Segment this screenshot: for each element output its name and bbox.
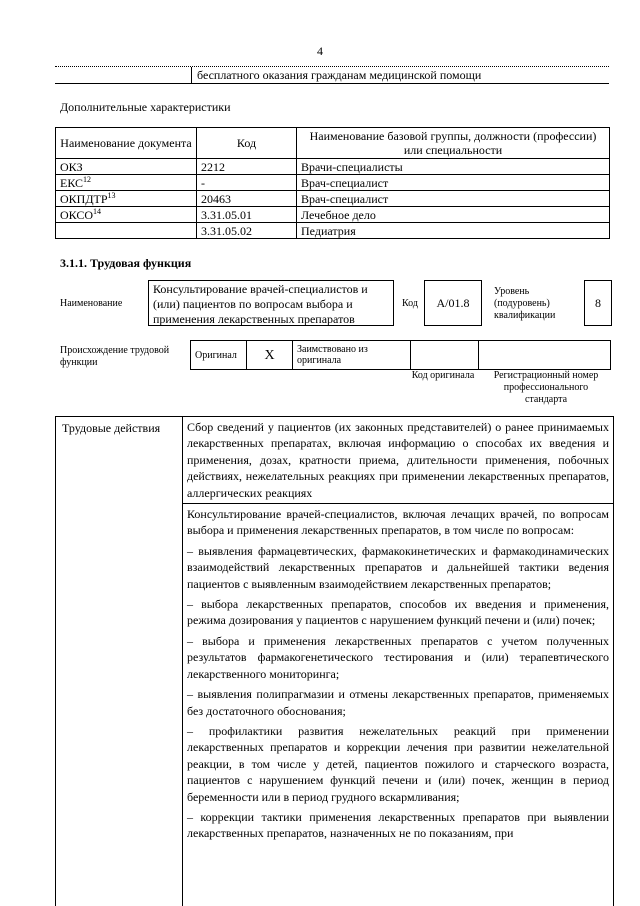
cell-doc: ОКПДТР$^{13}$ [56,191,197,207]
origin-label: Происхождение трудовой функции [60,345,170,368]
section-title: 3.1.1. Трудовая функция [60,256,192,270]
cell-code: - [197,175,297,191]
footnote-mark: 12 [83,174,92,184]
labor-actions-label: Трудовые действия [62,421,161,435]
footnote-mark: 13 [107,190,116,200]
table-row [56,223,610,239]
header-code: Код [197,128,297,159]
labor-action-2-line: – профилактики развития нежелательных реакций при применении лекарственных препаратов и коррекции лечения при развитии нежелательной реакции, в том числе у детей, пациентов пожилого и старческого возраста, пациентов с нарушением функций печени и (или) почек, женщин в период беременности или в период грудного вскармливания; [187,723,609,804]
cell-name: Врачи-специалисты [297,159,610,175]
table-header-row [56,128,610,159]
labor-action-2-line: Консультирование врачей-специалистов, включая лечащих врачей, по вопросам выбора и применения лекарственных препаратов, в том числе по вопросам: [187,507,609,538]
original-mark: X [247,341,293,370]
cell-code: 3.31.05.01 [197,207,297,223]
labor-actions-label-cell [56,417,183,906]
header-document: Наименование документа [56,128,197,159]
continuation-text: бесплатного оказания гражданам медицинской помощи [197,68,482,82]
reg-number-label: Регистрационный номер профессионального стандарта [493,370,599,405]
cell-code: 20463 [197,191,297,207]
labor-actions-content [183,417,613,906]
reg-number-cell [479,341,611,370]
function-code-box: A/01.8 [424,280,482,326]
page-number: 4 [317,44,323,58]
labor-action-2-line: – выявления фармацевтических, фармакокинетических и фармакодинамических взаимодействий лекарственных препаратов и дальнейшей тактики ведения пациентов с выявленным взаимодействием лекарственных препаратов; [187,543,609,591]
original-label: Оригинал [191,341,247,370]
cell-doc: ЕКС$^{12}$ [56,175,197,191]
labor-action-2-line: – выявления полипрагмазии и отмены лекарственных препаратов, применяемых без достаточного обоснования; [187,687,609,718]
cell-name: Врач-специалист [297,175,610,191]
header-group-name: Наименование базовой группы, должности (профессии) или специальности [297,128,610,159]
cell-doc [56,223,197,239]
labor-action-1: Сбор сведений у пациентов (их законных представителей) о ранее принимаемых лекарственных препаратах, включая информацию о способах их введения и применения, дозах, кратности приема, длительности применения, побочных действиях, нежелательных реакциях при применении лекарственных препаратов, аллергических реакциях [183,417,613,504]
table-row [56,159,610,175]
code-label: Код [402,298,418,309]
continuation-row [55,66,609,84]
name-label: Наименование [60,298,123,309]
cell-name: Лечебное дело [297,207,610,223]
footnote-mark: 14 [93,206,102,216]
labor-action-2-line: – коррекции тактики применения лекарственных препаратов при выявлении лекарственных препаратов, назначенных не по показаниям, при [187,809,609,841]
labor-actions-table [55,416,614,906]
cell-doc: ОКСО$^{14}$ [56,207,197,223]
origin-table [190,340,611,370]
cell-code: 2212 [197,159,297,175]
table-row [56,175,610,191]
row-divider [191,67,192,83]
borrowed-label: Заимствовано из оригинала [293,341,411,370]
labor-action-2-line: – выбора и применения лекарственных препаратов с учетом полученных результатов фармакогенетического тестирования и (или) терапевтического лекарственного мониторинга; [187,633,609,681]
cell-code: 3.31.05.02 [197,223,297,239]
table-row [56,207,610,223]
qualification-level-box: 8 [584,280,612,326]
cell-name: Педиатрия [297,223,610,239]
additional-characteristics-table [55,127,610,239]
code-original-label: Код оригинала [411,370,475,381]
labor-action-2-line: – выбора лекарственных препаратов, способов их введения и применения, режима дозирования у пациентов с нарушением функций печени и (или) почек; [187,597,609,628]
function-name-box: Консультирование врачей-специалистов и (или) пациентов по вопросам выбора и применения лекарственных препаратов [148,280,394,326]
code-original-cell [411,341,479,370]
cell-doc: ОКЗ [56,159,197,175]
table-row [56,191,610,207]
additional-characteristics-title: Дополнительные характеристики [60,100,231,114]
cell-name: Врач-специалист [297,191,610,207]
qualification-level-label: Уровень (подуровень) квалификации [494,286,556,321]
